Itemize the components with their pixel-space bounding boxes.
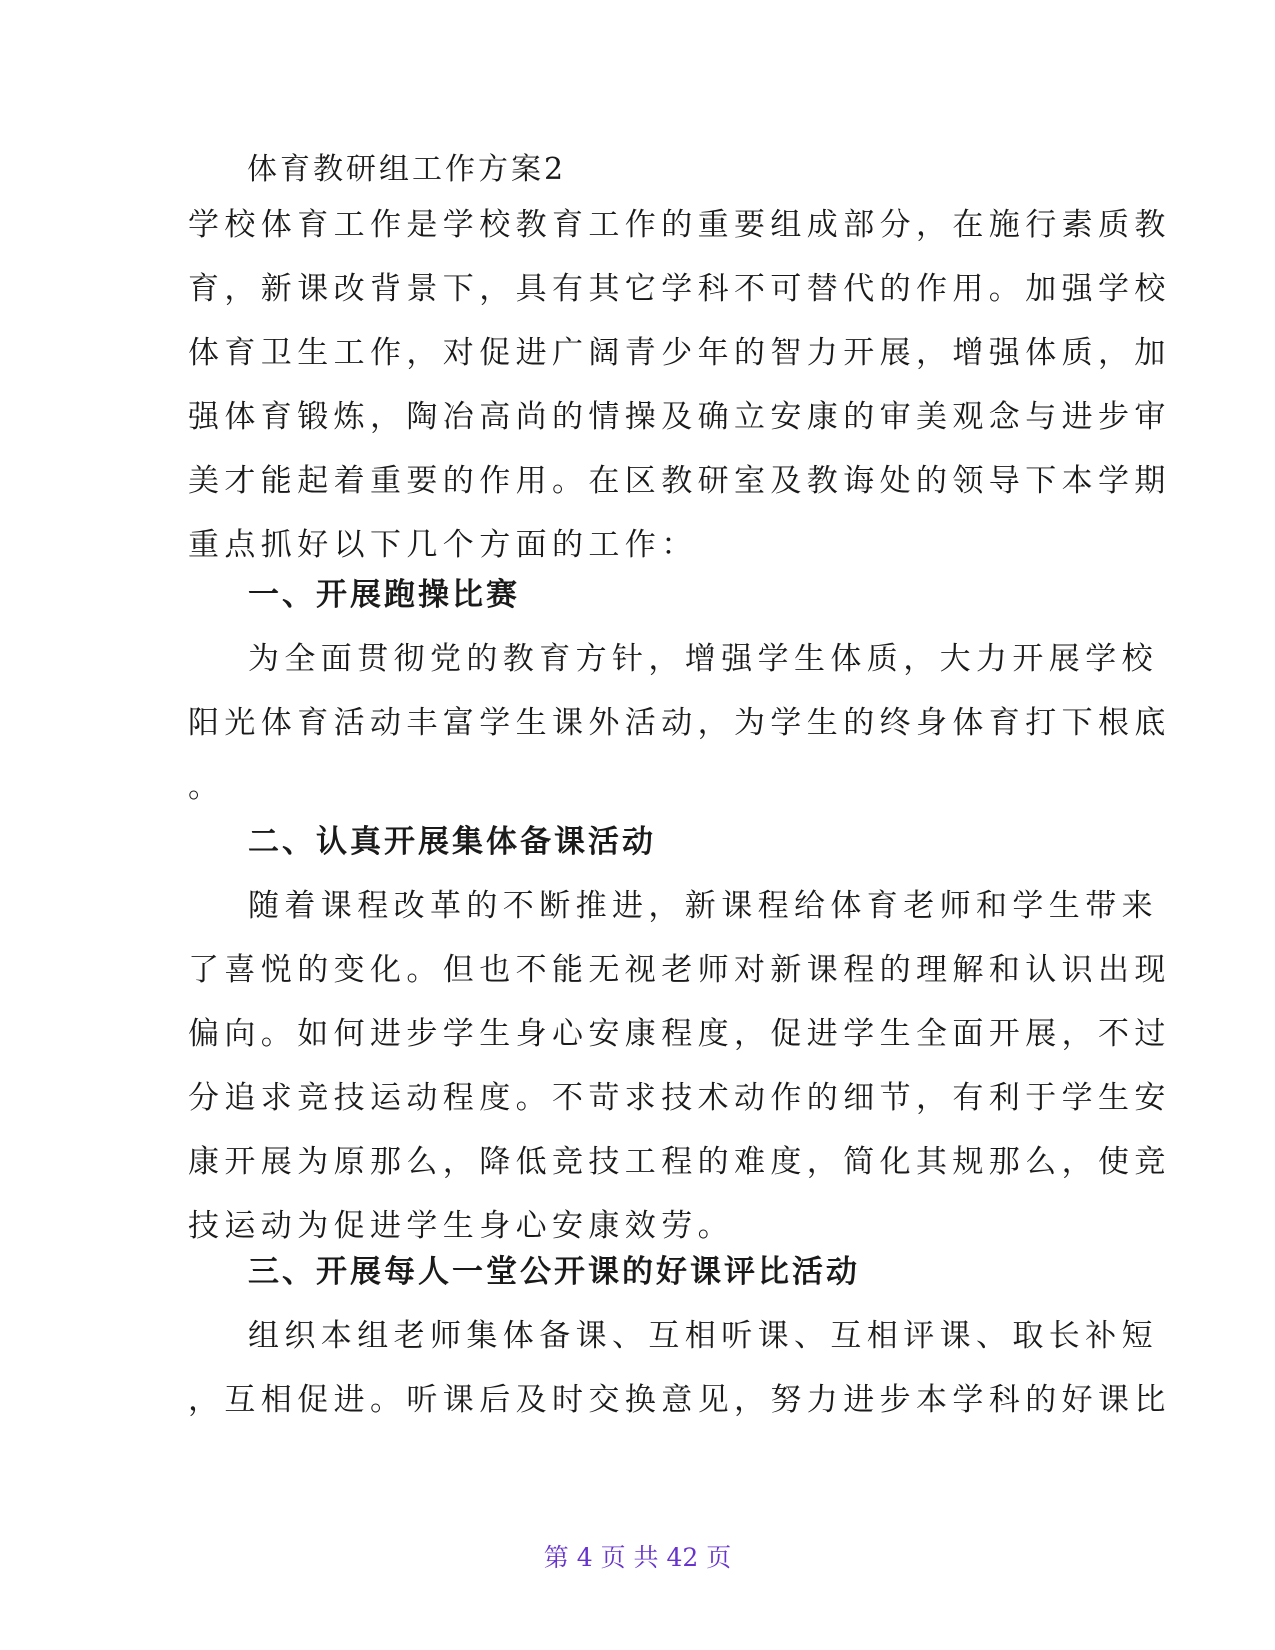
section-heading: 三、开展每人一堂公开课的好课评比活动	[248, 1254, 860, 1290]
section-2	[188, 810, 1171, 1258]
section-line: 。	[188, 769, 225, 805]
intro-line: 强体育锻炼，陶冶高尚的情操及确立安康的审美观念与进步审	[188, 399, 1171, 435]
page-number-footer: 第 4 页 共 42 页	[543, 1543, 732, 1572]
section-line: 偏向。如何进步学生身心安康程度，促进学生全面开展，不过	[188, 1016, 1171, 1052]
section-heading: 一、开展跑操比赛	[248, 577, 520, 613]
intro-line: 体育卫生工作，对促进广阔青少年的智力开展，增强体质，加	[188, 335, 1171, 371]
section-line: 康开展为原那么，降低竞技工程的难度，简化其规那么，使竞	[188, 1144, 1171, 1180]
section-line: 组织本组老师集体备课、互相听课、互相评课、取长补短	[248, 1318, 1158, 1354]
section-line: 为全面贯彻党的教育方针，增强学生体质，大力开展学校	[248, 641, 1158, 677]
intro-line: 重点抓好以下几个方面的工作：	[188, 527, 698, 563]
document-title: 体育教研组工作方案2	[247, 152, 567, 187]
intro-paragraph	[188, 193, 1171, 577]
section-3	[188, 1240, 1171, 1432]
section-line: 随着课程改革的不断推进，新课程给体育老师和学生带来	[248, 888, 1158, 924]
section-line: 了喜悦的变化。但也不能无视老师对新课程的理解和认识出现	[188, 952, 1171, 988]
intro-line: 美才能起着重要的作用。在区教研室及教诲处的领导下本学期	[188, 463, 1171, 499]
intro-line: 育，新课改背景下，具有其它学科不可替代的作用。加强学校	[188, 271, 1171, 307]
section-line: 技运动为促进学生身心安康效劳。	[188, 1208, 734, 1244]
section-line: 分追求竞技运动程度。不苛求技术动作的细节，有利于学生安	[188, 1080, 1171, 1116]
intro-line: 学校体育工作是学校教育工作的重要组成部分，在施行素质教	[188, 207, 1171, 243]
section-1	[188, 563, 1171, 819]
section-line: ，互相促进。听课后及时交换意见，努力进步本学科的好课比	[188, 1382, 1171, 1418]
section-line: 阳光体育活动丰富学生课外活动，为学生的终身体育打下根底	[188, 705, 1171, 741]
section-heading: 二、认真开展集体备课活动	[248, 824, 656, 860]
